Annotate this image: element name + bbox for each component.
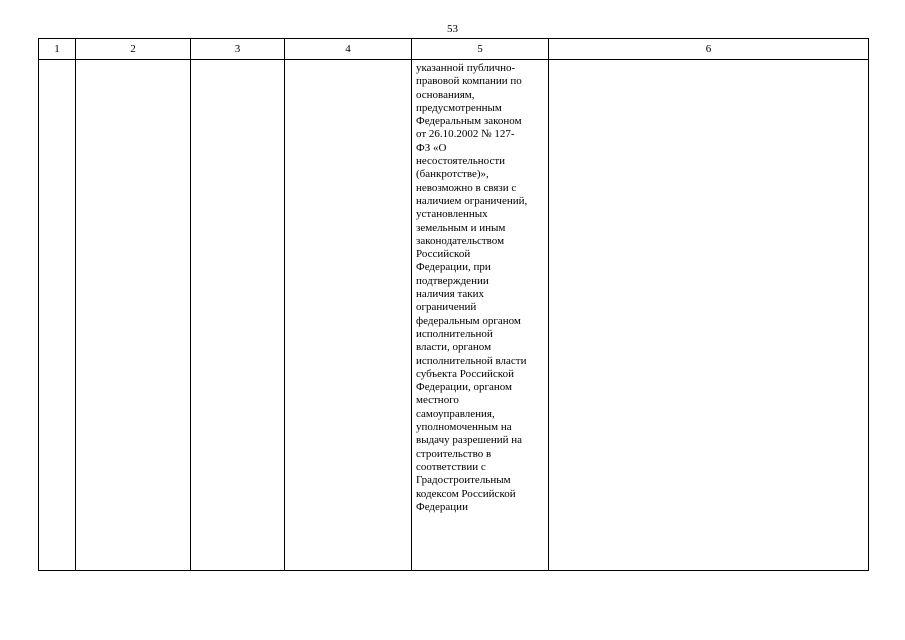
cell-text-3 <box>191 60 284 62</box>
cell-text-1 <box>39 60 75 62</box>
cell-text-4 <box>285 60 411 62</box>
page-number: 53 <box>447 23 458 35</box>
header-cell-1: 1 <box>39 39 76 60</box>
header-cell-5: 5 <box>412 39 549 60</box>
header-cell-3: 3 <box>191 39 285 60</box>
body-cell-4 <box>285 60 412 571</box>
document-table <box>38 38 869 571</box>
cell-text-2 <box>76 60 190 62</box>
body-cell-5 <box>412 60 549 571</box>
cell-text-5: указанной публично- правовой компании по основаниям, предусмотренным Федеральным законом от 26.10.2002 № 127- ФЗ «О несостоятельности (банкротстве)», невозможно в связи с наличием ограничений, установленных земельным и иным законодательством Российской Федерации, при подтверждении наличия таких ограничений федеральным органом исполнительной власти, органом исполнительной власти субъекта Российской Федерации, органом местного самоуправления, уполномоченным на выдачу разрешений на строительство в соответствии с Градостроительным кодексом Российской Федерации <box>416 62 528 513</box>
table-header-row <box>39 39 869 60</box>
cell-text-6 <box>549 60 868 62</box>
body-cell-6 <box>549 60 869 571</box>
body-cell-2 <box>76 60 191 571</box>
header-cell-2: 2 <box>76 39 191 60</box>
header-cell-6: 6 <box>549 39 869 60</box>
header-cell-4: 4 <box>285 39 412 60</box>
body-cell-1 <box>39 60 76 571</box>
body-cell-3 <box>191 60 285 571</box>
table-row <box>39 60 869 571</box>
